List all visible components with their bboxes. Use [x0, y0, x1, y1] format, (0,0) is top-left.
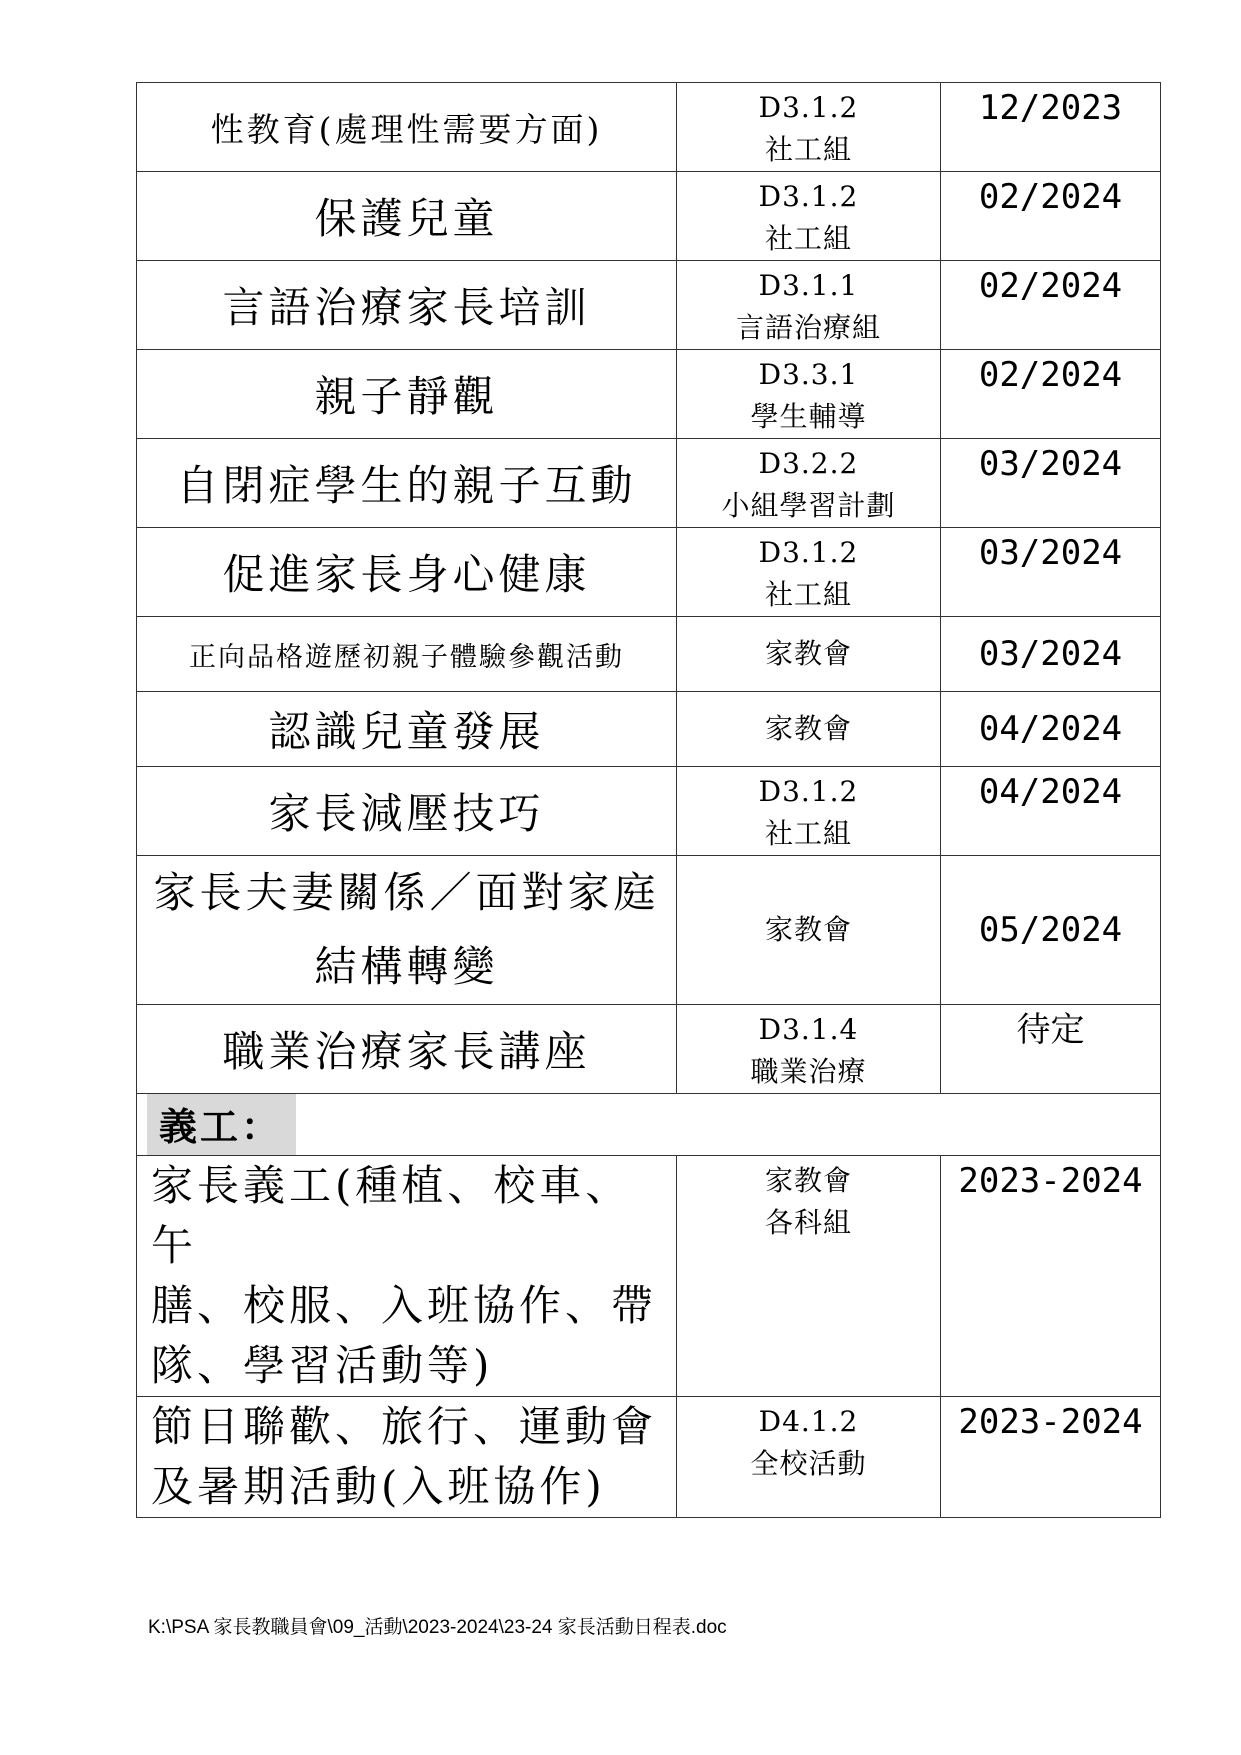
unit-cell: 家教會 — [677, 692, 941, 767]
table-row — [137, 350, 1161, 439]
date-cell: 02/2024 — [941, 172, 1161, 261]
date-cell: 2023-2024 — [941, 1156, 1161, 1397]
activity-cell: 正向品格遊歷初親子體驗參觀活動 — [137, 617, 677, 692]
date-cell: 02/2024 — [941, 261, 1161, 350]
activity-cell: 認識兒童發展 — [137, 692, 677, 767]
section-cell — [137, 1094, 1161, 1156]
table-row — [137, 83, 1161, 172]
date-cell: 待定 — [941, 1005, 1161, 1094]
unit-cell: 家教會 — [677, 617, 941, 692]
unit-cell: D3.1.1 言語治療組 — [677, 261, 941, 350]
unit-cell: D3.3.1 學生輔導 — [677, 350, 941, 439]
unit-cell: D3.2.2 小組學習計劃 — [677, 439, 941, 528]
date-cell: 04/2024 — [941, 692, 1161, 767]
unit-cell: D3.1.2 社工組 — [677, 767, 941, 856]
unit-cell: D3.1.2 社工組 — [677, 83, 941, 172]
date-cell: 04/2024 — [941, 767, 1161, 856]
activity-cell: 言語治療家長培訓 — [137, 261, 677, 350]
activity-cell: 親子靜觀 — [137, 350, 677, 439]
table-row — [137, 692, 1161, 767]
table-row — [137, 767, 1161, 856]
activity-cell: 自閉症學生的親子互動 — [137, 439, 677, 528]
unit-cell: D4.1.2 全校活動 — [677, 1397, 941, 1518]
date-cell: 02/2024 — [941, 350, 1161, 439]
footer-path: K:\PSA 家長教職員會\09_活動\2023-2024\23-24 家長活動日程表.doc — [148, 1617, 727, 1638]
activity-cell: 家長減壓技巧 — [137, 767, 677, 856]
table-row — [137, 1397, 1161, 1518]
schedule-table — [136, 82, 1161, 1518]
table-row — [137, 856, 1161, 1005]
unit-cell: 家教會 — [677, 856, 941, 1005]
unit-cell: 家教會 各科組 — [677, 1156, 941, 1397]
table-row — [137, 1156, 1161, 1397]
table-row — [137, 528, 1161, 617]
date-cell: 03/2024 — [941, 528, 1161, 617]
table-row — [137, 172, 1161, 261]
activity-cell: 家長夫妻關係／面對家庭 結構轉變 — [137, 856, 677, 1005]
unit-cell: D3.1.2 社工組 — [677, 172, 941, 261]
unit-cell: D3.1.4 職業治療 — [677, 1005, 941, 1094]
activity-cell: 促進家長身心健康 — [137, 528, 677, 617]
activity-cell: 節日聯歡、旅行、運動會 及暑期活動(入班協作) — [137, 1397, 677, 1518]
date-cell: 2023-2024 — [941, 1397, 1161, 1518]
date-cell: 12/2023 — [941, 83, 1161, 172]
activity-cell: 性教育(處理性需要方面) — [137, 83, 677, 172]
date-cell: 03/2024 — [941, 617, 1161, 692]
activity-cell: 家長義工(種植、校車、午 膳、校服、入班協作、帶 隊、學習活動等) — [137, 1156, 677, 1397]
table-row — [137, 261, 1161, 350]
table-row — [137, 1005, 1161, 1094]
activity-cell: 職業治療家長講座 — [137, 1005, 677, 1094]
section-heading: 義工： — [147, 1094, 296, 1155]
activity-cell: 保護兒童 — [137, 172, 677, 261]
table-row — [137, 439, 1161, 528]
date-cell: 05/2024 — [941, 856, 1161, 1005]
section-row — [137, 1094, 1161, 1156]
date-cell: 03/2024 — [941, 439, 1161, 528]
table-row — [137, 617, 1161, 692]
unit-cell: D3.1.2 社工組 — [677, 528, 941, 617]
